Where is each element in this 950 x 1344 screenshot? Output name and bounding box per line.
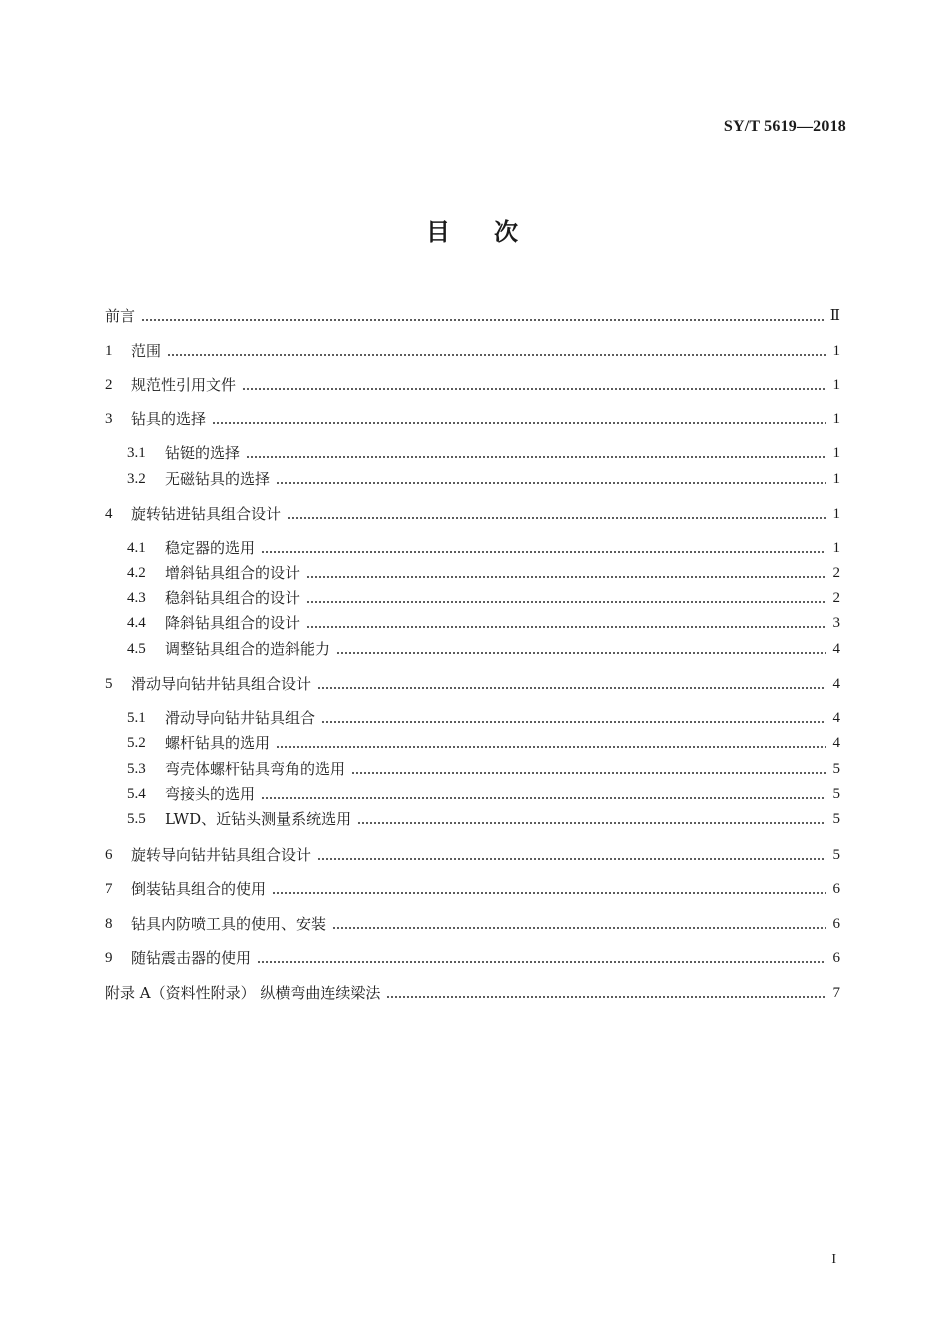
toc-entry[interactable] xyxy=(127,730,840,752)
toc-entry-number: 4.2 xyxy=(127,565,146,581)
toc-entry-page: 5 xyxy=(832,786,840,802)
toc-entry-title: 钻具的选择 xyxy=(131,410,207,428)
dot-leader xyxy=(287,517,826,519)
toc-entry-number: 8 xyxy=(105,916,113,932)
toc-entry-number: 3.1 xyxy=(127,445,146,461)
toc-entry-number: 4.1 xyxy=(127,540,146,556)
toc-entry-number: 7 xyxy=(105,881,113,897)
dot-leader xyxy=(357,822,826,824)
dot-leader xyxy=(257,961,826,963)
toc-entry-title: 增斜钻具组合的设计 xyxy=(165,564,301,582)
toc-entry-page: 4 xyxy=(832,676,840,692)
toc-entry[interactable] xyxy=(105,980,840,1002)
toc-entry-page: 5 xyxy=(832,811,840,827)
toc-entry[interactable] xyxy=(127,756,840,778)
page-title: 目次 xyxy=(426,217,562,246)
toc-entry-page: 1 xyxy=(832,445,840,461)
toc-entry-page: 7 xyxy=(832,985,840,1001)
toc-entry-number: 4.4 xyxy=(127,615,146,631)
toc-entry-page: 6 xyxy=(832,881,840,897)
toc-entry-number: 5.3 xyxy=(127,761,146,777)
toc-entry[interactable] xyxy=(105,911,840,933)
toc-entry-number: 4.5 xyxy=(127,641,146,657)
toc-entry[interactable] xyxy=(105,338,840,360)
toc-entry-page: 2 xyxy=(832,590,840,606)
toc-entry-page: 1 xyxy=(832,506,840,522)
toc-entry-title: 钻铤的选择 xyxy=(165,444,241,462)
toc-entry[interactable] xyxy=(127,560,840,582)
toc-entry[interactable] xyxy=(127,781,840,803)
dot-leader xyxy=(276,746,826,748)
toc-entry[interactable] xyxy=(127,535,840,557)
dot-leader xyxy=(261,797,826,799)
toc-entry-number: 2 xyxy=(105,377,113,393)
toc-entry-title: LWD、近钻头测量系统选用 xyxy=(165,810,352,828)
toc-entry-number: 3.2 xyxy=(127,471,146,487)
toc-entry[interactable] xyxy=(105,406,840,428)
dot-leader xyxy=(272,892,826,894)
toc-entry-page: 4 xyxy=(832,735,840,751)
dot-leader xyxy=(306,626,826,628)
toc-entry[interactable] xyxy=(105,842,840,864)
toc-entry-page: 1 xyxy=(832,471,840,487)
toc-entry[interactable] xyxy=(105,372,840,394)
toc-entry-title: 钻具内防喷工具的使用、安装 xyxy=(131,915,327,933)
page-number: I xyxy=(831,1252,836,1267)
dot-leader xyxy=(386,996,826,998)
toc-entry[interactable] xyxy=(127,636,840,658)
toc-entry-title: 弯壳体螺杆钻具弯角的选用 xyxy=(165,760,346,778)
dot-leader xyxy=(332,927,826,929)
toc-entry-number: 5 xyxy=(105,676,113,692)
dot-leader xyxy=(317,858,826,860)
dot-leader xyxy=(336,652,826,654)
toc-entry[interactable] xyxy=(105,945,840,967)
toc-entry[interactable] xyxy=(127,585,840,607)
toc-entry-number: 1 xyxy=(105,343,113,359)
toc-entry-number: 9 xyxy=(105,950,113,966)
dot-leader xyxy=(351,772,826,774)
standard-code: SY/T 5619—2018 xyxy=(723,118,846,135)
toc-entry-title: 滑动导向钻井钻具组合 xyxy=(165,709,316,727)
toc-entry-number: 6 xyxy=(105,847,113,863)
toc-entry-number: 5.5 xyxy=(127,811,146,827)
toc-entry-title: 无磁钻具的选择 xyxy=(165,470,271,488)
dot-leader xyxy=(212,422,826,424)
toc-entry[interactable] xyxy=(105,501,840,523)
toc-entry-title: 倒装钻具组合的使用 xyxy=(131,880,267,898)
toc-entry-title: 螺杆钻具的选用 xyxy=(165,734,271,752)
toc-entry-page: 5 xyxy=(832,761,840,777)
toc-entry-number: 5.1 xyxy=(127,710,146,726)
toc-entry-page: 5 xyxy=(832,847,840,863)
toc-entry[interactable] xyxy=(127,806,840,828)
toc-entry-title: 弯接头的选用 xyxy=(165,785,256,803)
dot-leader xyxy=(167,354,826,356)
toc-entry[interactable] xyxy=(127,610,840,632)
toc-entry-number: 4.3 xyxy=(127,590,146,606)
dot-leader xyxy=(317,687,826,689)
toc-entry-title: 附录 A（资料性附录） 纵横弯曲连续梁法 xyxy=(105,984,381,1002)
toc-entry-title: 稳定器的选用 xyxy=(165,539,256,557)
toc-entry-title: 调整钻具组合的造斜能力 xyxy=(165,640,331,658)
toc-entry-number: 5.2 xyxy=(127,735,146,751)
toc-entry-page: 2 xyxy=(832,565,840,581)
toc-entry-number: 5.4 xyxy=(127,786,146,802)
toc-entry-title: 规范性引用文件 xyxy=(131,376,237,394)
toc-entry-page: 3 xyxy=(832,615,840,631)
dot-leader xyxy=(242,388,826,390)
dot-leader xyxy=(306,601,826,603)
toc-entry[interactable] xyxy=(127,466,840,488)
toc-entry-title: 前言 xyxy=(105,307,136,325)
toc-entry-page: 1 xyxy=(832,540,840,556)
toc-entry-title: 滑动导向钻井钻具组合设计 xyxy=(131,675,312,693)
toc-entry-page: Ⅱ xyxy=(829,308,840,324)
toc-entry-title: 旋转钻进钻具组合设计 xyxy=(131,505,282,523)
toc-entry-page: 6 xyxy=(832,950,840,966)
toc-entry-page: 1 xyxy=(832,377,840,393)
toc-entry-page: 4 xyxy=(832,710,840,726)
toc-entry-page: 1 xyxy=(832,343,840,359)
toc-entry-title: 旋转导向钻井钻具组合设计 xyxy=(131,846,312,864)
dot-leader xyxy=(141,319,826,321)
dot-leader xyxy=(246,456,826,458)
toc-entry-number: 4 xyxy=(105,506,113,522)
dot-leader xyxy=(276,482,826,484)
toc-entry[interactable] xyxy=(105,671,840,693)
toc-entry[interactable] xyxy=(105,303,840,325)
dot-leader xyxy=(261,551,826,553)
dot-leader xyxy=(321,721,826,723)
toc-entry[interactable] xyxy=(105,876,840,898)
toc-entry-page: 4 xyxy=(832,641,840,657)
toc-entry-title: 稳斜钻具组合的设计 xyxy=(165,589,301,607)
toc-entry-page: 1 xyxy=(832,411,840,427)
toc-entry-title: 降斜钻具组合的设计 xyxy=(165,614,301,632)
toc-entry-title: 随钻震击器的使用 xyxy=(131,949,252,967)
toc-entry-title: 范围 xyxy=(131,342,162,360)
toc-entry-page: 6 xyxy=(832,916,840,932)
toc-entry[interactable] xyxy=(127,440,840,462)
toc-entry[interactable] xyxy=(127,705,840,727)
dot-leader xyxy=(306,576,826,578)
toc-entry-number: 3 xyxy=(105,411,113,427)
